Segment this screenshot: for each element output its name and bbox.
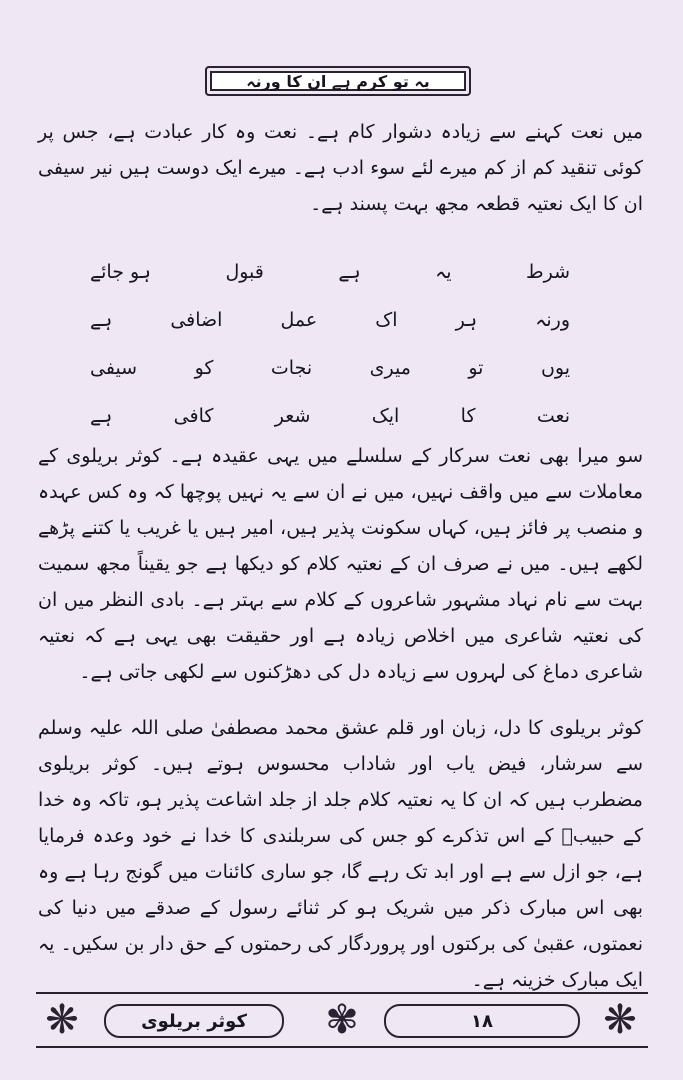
verse-word: ہے bbox=[90, 405, 113, 427]
verse-word: عمل bbox=[280, 309, 318, 331]
verse-word: ہر bbox=[455, 309, 478, 331]
author-plate bbox=[104, 1004, 284, 1038]
page-footer bbox=[36, 992, 648, 1048]
page-number: ۱۸ bbox=[471, 1010, 493, 1032]
verse-line-2 bbox=[90, 296, 570, 344]
paragraph-3-text: کوثر بریلوی کا دل، زبان اور قلم عشق محمد مصطفیٰ صلی اللہ علیہ وسلم سے سرشار، فیض یاب اور شاداب محسوس ہوتے ہیں۔ کوثر بریلوی مضطرب ہیں کہ ان کا یہ نعتیہ کلام جلد از جلد اشاعت پذیر ہو، تاکہ وہ خدا کے حبیبؐ کے اس تذکرے کو جس کی سربلندی کا خدا نے خود وعدہ فرمایا ہے، جو ازل سے ہے اور ابد تک رہے گا، جو ساری کائنات میں گونج رہا ہے وہ بھی اس مبارک ذکر میں شریک ہو کر ثنائے رسول کے صدقے میں دنیا کی نعمتوں، عقبیٰ کی برکتوں اور پروردگار کی رحمتوں کے حق دار بن سکیں۔ یہ ایک مبارک خزینہ ہے۔ bbox=[38, 717, 643, 991]
paragraph-2 bbox=[38, 438, 643, 690]
verse-word: کا bbox=[460, 405, 476, 427]
verse-word: نعت bbox=[536, 405, 570, 427]
footer-rule-bottom bbox=[36, 1046, 648, 1048]
verse-word: اضافی bbox=[170, 309, 223, 331]
verse-line-4 bbox=[90, 392, 570, 440]
paragraph-1 bbox=[38, 114, 643, 222]
header-title: یہ تو کرم ہے ان کا ورنہ bbox=[246, 71, 430, 91]
running-header bbox=[205, 66, 471, 96]
verse-word: شرط bbox=[526, 261, 570, 283]
verse-block bbox=[90, 248, 570, 438]
verse-word: ہو جائے bbox=[90, 261, 151, 283]
footer-rule-top bbox=[36, 992, 648, 994]
verse-word: کافی bbox=[173, 405, 214, 427]
verse-word: شعر bbox=[274, 405, 311, 427]
verse-word: یہ bbox=[435, 261, 452, 283]
verse-line-3 bbox=[90, 344, 570, 392]
verse-word: ہے bbox=[338, 261, 361, 283]
verse-word: ہے bbox=[90, 309, 113, 331]
floral-ornament-icon: ❋ bbox=[603, 997, 637, 1043]
pinwheel-ornament-icon: ✾ bbox=[325, 997, 359, 1043]
verse-word: ورنہ bbox=[535, 309, 570, 331]
paragraph-1-text: میں نعت کہنے سے زیادہ دشوار کام ہے۔ نعت وہ کار عبادت ہے، جس پر کوئی تنقید کم از کم میرے لئے سوء ادب ہے۔ میرے ایک دوست ہیں نیر سیفی ان کا ایک نعتیہ قطعہ مجھ بہت پسند ہے۔ bbox=[38, 121, 643, 215]
verse-line-1 bbox=[90, 248, 570, 296]
verse-word: کو bbox=[194, 357, 214, 379]
verse-word: نجات bbox=[270, 357, 313, 379]
verse-word: میری bbox=[369, 357, 411, 379]
verse-word: اک bbox=[375, 309, 398, 331]
verse-word: تو bbox=[468, 357, 484, 379]
author-name: کوثر بریلوی bbox=[141, 1010, 247, 1032]
floral-ornament-icon: ❋ bbox=[45, 997, 79, 1043]
verse-word: ایک bbox=[371, 405, 400, 427]
paragraph-3 bbox=[38, 710, 643, 998]
paragraph-2-text: سو میرا بھی نعت سرکار کے سلسلے میں یہی عقیدہ ہے۔ کوثر بریلوی کے معاملات سے میں واقف نہیں، میں نے ان سے یہ نہیں پوچھا کہ وہ کس عہدہ و منصب پر فائز ہیں، کہاں سکونت پذیر ہیں، امیر ہیں یا غریب یا کتنے پڑھے لکھے ہیں۔ میں نے صرف ان کے نعتیہ کلام کو دیکھا ہے جو یقیناً مجھ سمیت بہت سے نام نہاد مشہور شاعروں کے کلام سے بہتر ہے۔ بادی النظر میں ان کی نعتیہ شاعری میں اخلاص زیادہ ہے اور حقیقت بھی یہی ہے کہ نعتیہ شاعری دماغ کی لہروں سے زیادہ دل کی دھڑکنوں سے لکھی جاتی ہے۔ bbox=[38, 445, 643, 683]
verse-word: قبول bbox=[225, 261, 264, 283]
verse-word: سیفی bbox=[90, 357, 138, 379]
verse-word: یوں bbox=[540, 357, 570, 379]
page-number-plate bbox=[384, 1004, 580, 1038]
